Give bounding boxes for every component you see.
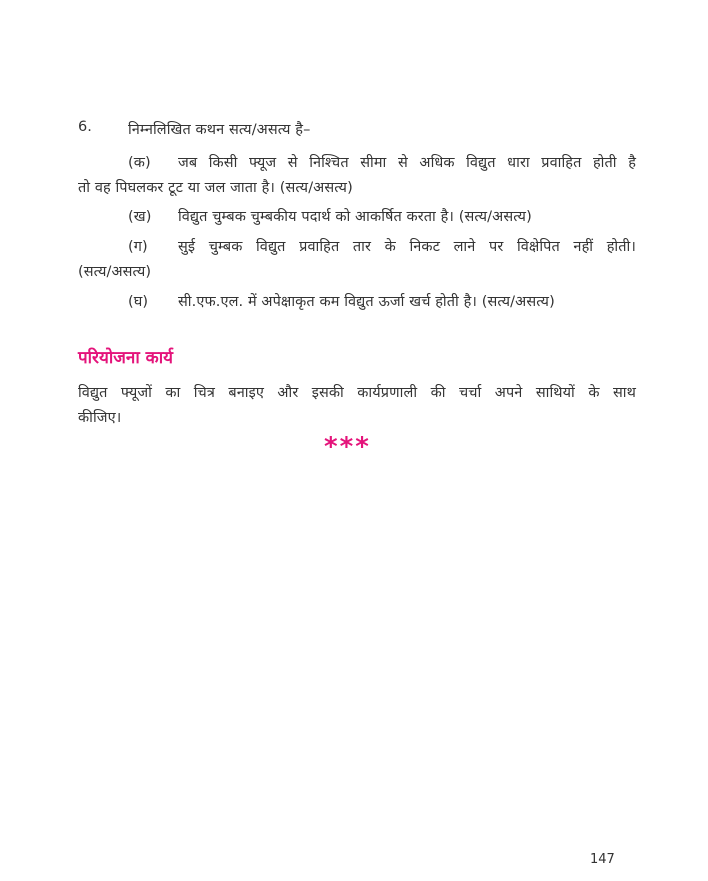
item-label-ka: (क)	[128, 155, 151, 171]
section-heading: परियोजना कार्य	[78, 348, 173, 368]
section-separator: ***	[324, 432, 371, 462]
item-text-ka: जब किसी फ्यूज से निश्चित सीमा से अधिक विद्युत धारा प्रवाहित होती है	[178, 155, 636, 171]
item-label-gha: (घ)	[128, 294, 149, 310]
page-number: 147	[590, 852, 615, 867]
item-text-kha: विद्युत चुम्बक चुम्बकीय पदार्थ को आकर्षित करता है। (सत्य/असत्य)	[178, 209, 532, 225]
item-text-ga: सुई चुम्बक विद्युत प्रवाहित तार के निकट लाने पर विक्षेपित नहीं होती।	[178, 239, 636, 255]
item-text-gha: सी.एफ.एल. में अपेक्षाकृत कम विद्युत ऊर्जा खर्च होती है। (सत्य/असत्य)	[178, 294, 555, 310]
item-label-kha: (ख)	[128, 209, 152, 225]
question-stem: निम्नलिखित कथन सत्य/असत्य है–	[128, 122, 311, 138]
project-text-line1: विद्युत फ्यूजों का चित्र बनाइए और इसकी कार्यप्रणाली की चर्चा अपने साथियों के साथ	[78, 385, 636, 401]
project-text-line2: कीजिए।	[78, 410, 122, 426]
item-text-ka-continued: तो वह पिघलकर टूट या जल जाता है। (सत्य/असत्य)	[78, 180, 353, 196]
item-label-ga: (ग)	[128, 239, 148, 255]
question-number: 6.	[78, 119, 92, 135]
item-text-ga-continued: (सत्य/असत्य)	[78, 264, 152, 280]
